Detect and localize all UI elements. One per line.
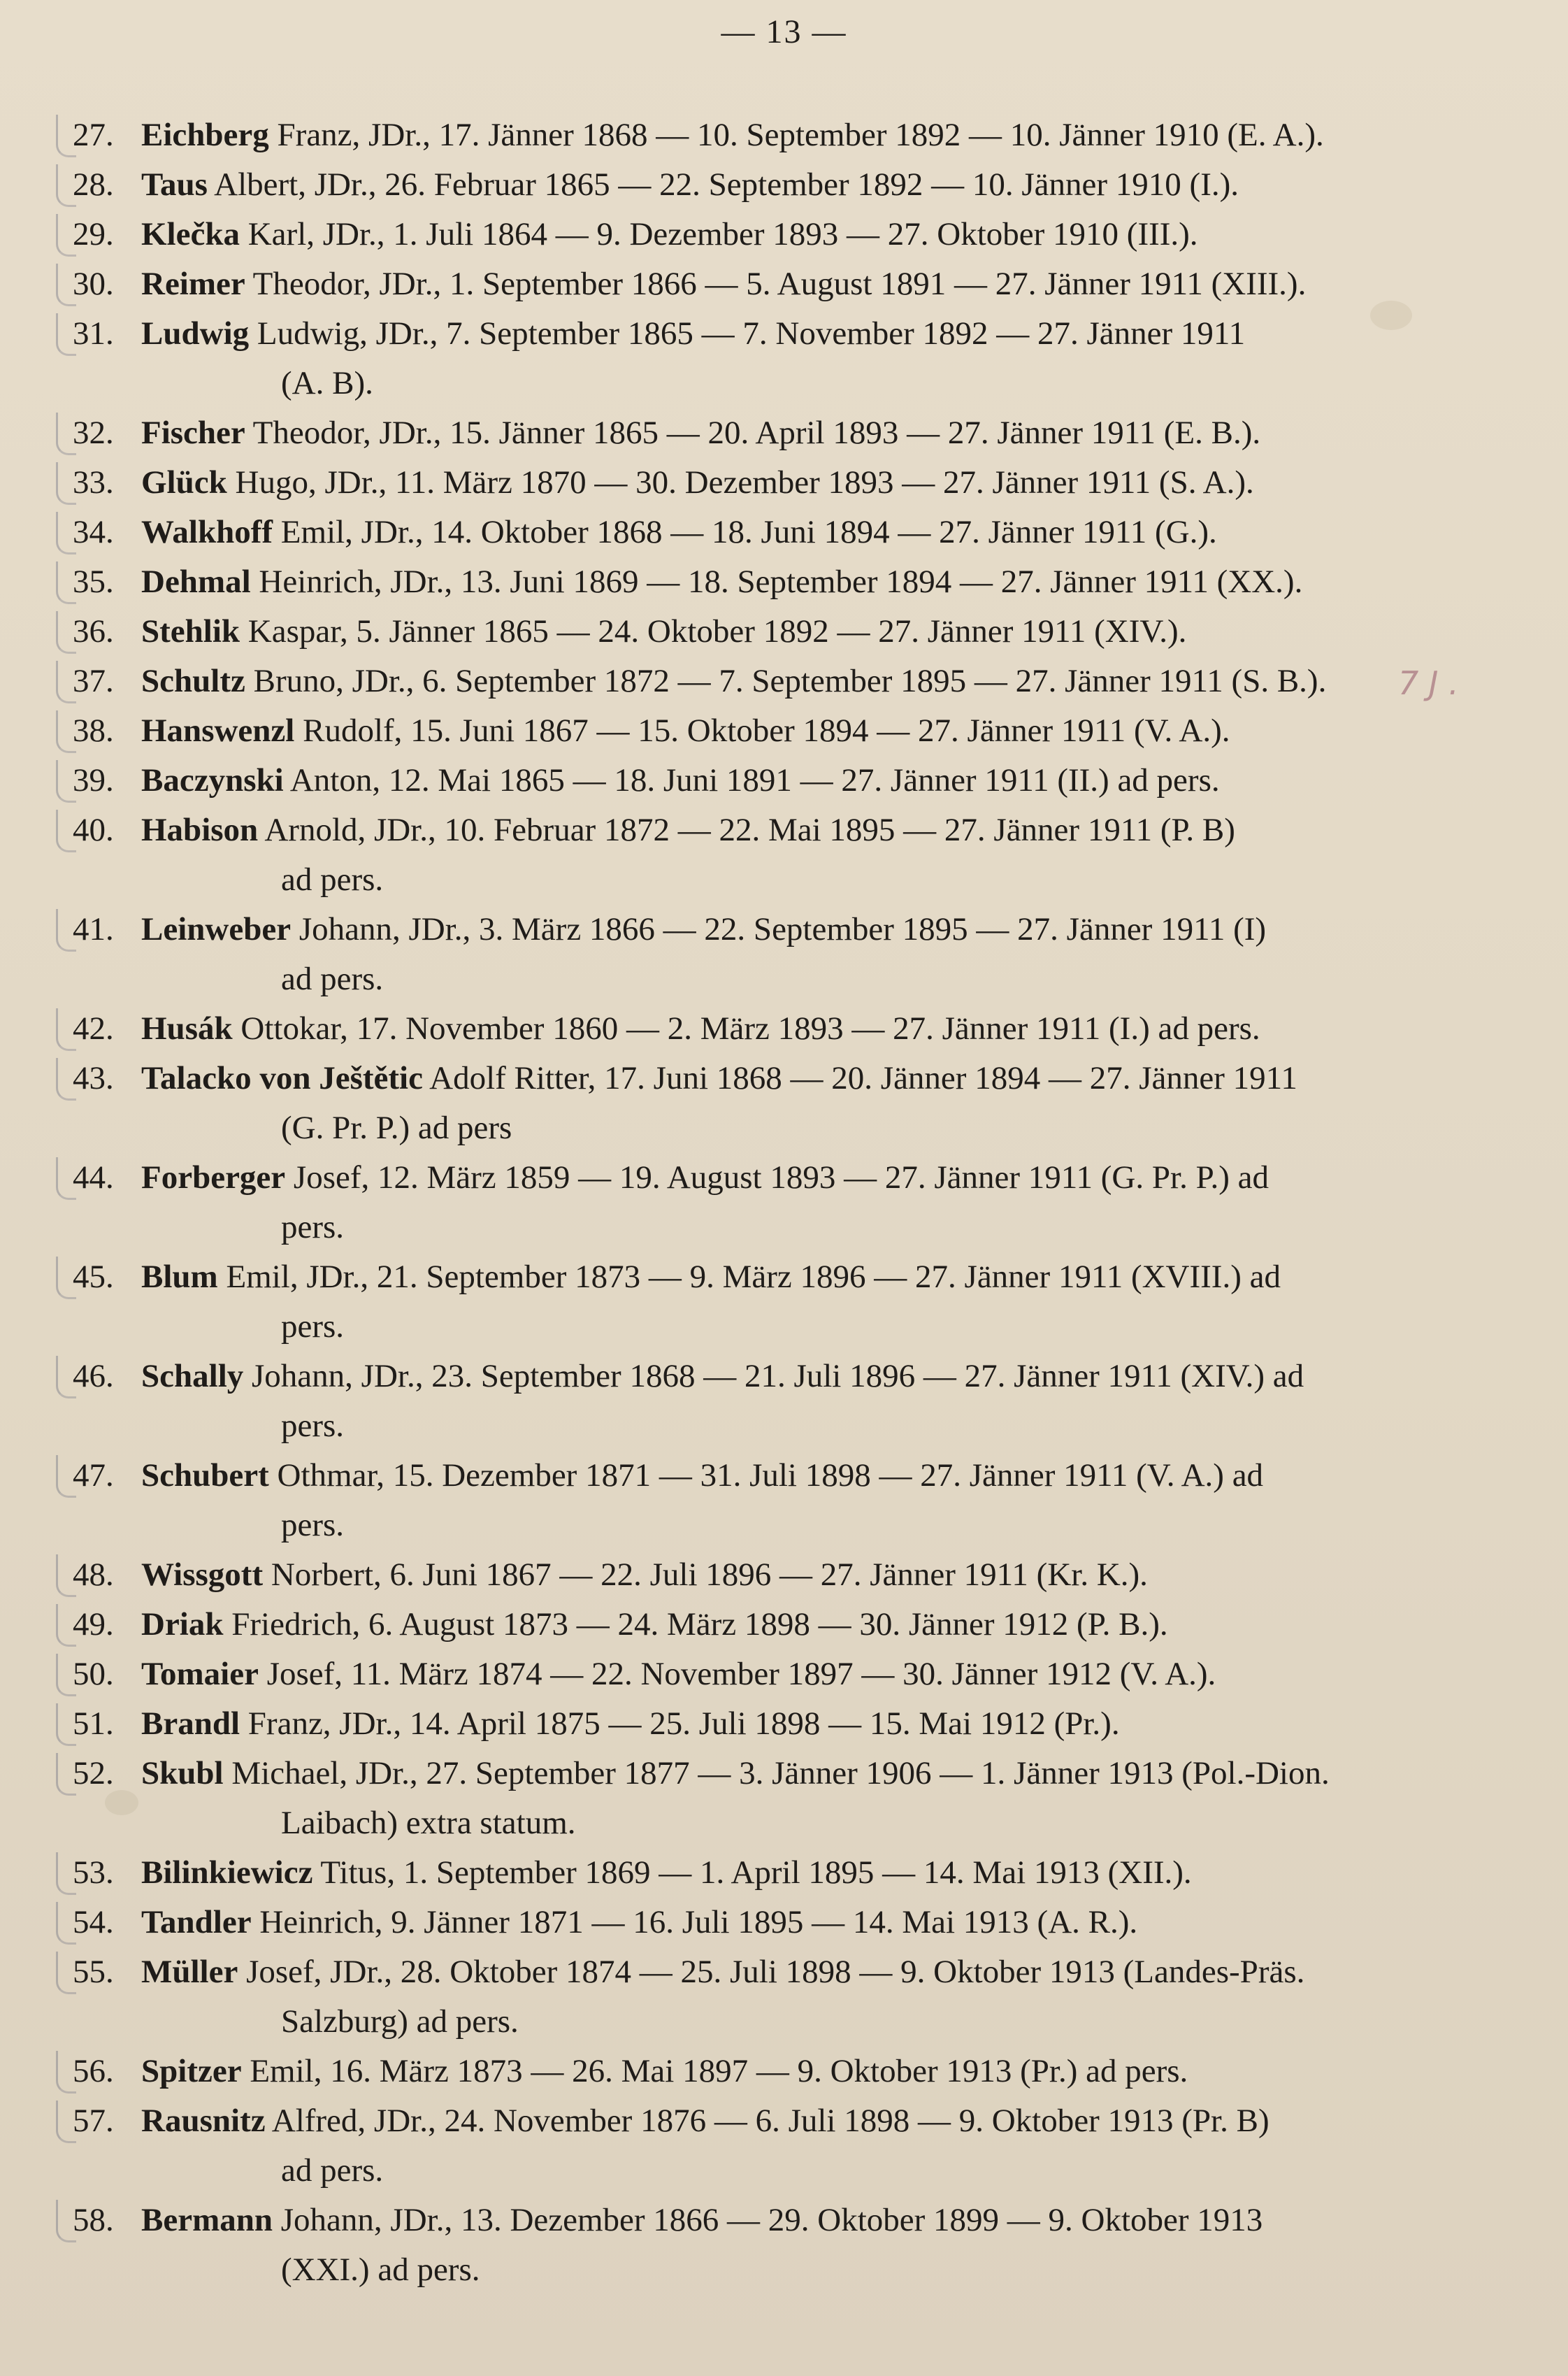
- entry-number: 58.: [73, 2202, 114, 2238]
- entry-continuation: pers.: [281, 1209, 345, 1245]
- entry-details: Josef, 12. März 1859 — 19. August 1893 — 27. Jänner 1911 (G. Pr. P.) ad: [285, 1159, 1269, 1196]
- entry-details: Friedrich, 6. August 1873 — 24. März 1898 — 30. Jänner 1912 (P. B.).: [223, 1606, 1168, 1643]
- person-surname: Blum: [141, 1259, 218, 1295]
- entry-continuation: (XXI.) ad pers.: [281, 2252, 480, 2288]
- entry-number: 53.: [73, 1854, 114, 1891]
- entry-row: [63, 1600, 1475, 1649]
- entry-row: [63, 1947, 1475, 2047]
- pencil-margin-mark: [56, 413, 76, 455]
- entry-row: [63, 557, 1475, 607]
- entry-row: [63, 1451, 1475, 1550]
- person-surname: Wissgott: [141, 1556, 264, 1593]
- entry-row: [63, 110, 1475, 160]
- entry-continuation: pers.: [281, 1507, 345, 1543]
- entry-text: [141, 905, 1475, 1004]
- pencil-margin-mark: [56, 1654, 76, 1696]
- person-surname: Tomaier: [141, 1656, 259, 1692]
- entry-details: Titus, 1. September 1869 — 1. April 1895 — 14. Mai 1913 (XII.).: [312, 1854, 1192, 1891]
- person-surname: Spitzer: [141, 2053, 242, 2089]
- entry-details: Johann, JDr., 23. September 1868 — 21. Juli 1896 — 27. Jänner 1911 (XIV.) ad: [243, 1358, 1304, 1394]
- entry-row: [63, 1749, 1475, 1848]
- entry-number: 54.: [73, 1904, 114, 1940]
- person-surname: Forberger: [141, 1159, 286, 1196]
- person-surname: Husák: [141, 1010, 233, 1047]
- entry-row: [63, 1699, 1475, 1749]
- entry-row: [63, 1550, 1475, 1600]
- pencil-margin-mark: [56, 1356, 76, 1398]
- pencil-margin-mark: [56, 512, 76, 554]
- person-surname: Walkhoff: [141, 514, 273, 550]
- entry-number: 34.: [73, 514, 114, 550]
- entry-continuation: ad pers.: [281, 861, 384, 898]
- entry-details: Johann, JDr., 13. Dezember 1866 — 29. Oktober 1899 — 9. Oktober 1913: [273, 2202, 1263, 2238]
- pencil-margin-mark: [56, 264, 76, 306]
- entry-details: Heinrich, JDr., 13. Juni 1869 — 18. September 1894 — 27. Jänner 1911 (XX.).: [250, 564, 1303, 600]
- entry-text: [141, 210, 1475, 259]
- margin-handwritten-note: 7 J .: [1398, 664, 1459, 702]
- entry-row: [63, 1352, 1475, 1451]
- entry-details: Josef, JDr., 28. Oktober 1874 — 25. Juli 1898 — 9. Oktober 1913 (Landes-Präs.: [238, 1954, 1305, 1990]
- entry-text: [141, 706, 1475, 756]
- entry-details: Josef, 11. März 1874 — 22. November 1897 — 30. Jänner 1912 (V. A.).: [258, 1656, 1216, 1692]
- pencil-margin-mark: [56, 1753, 76, 1796]
- entry-details: Norbert, 6. Juni 1867 — 22. Juli 1896 — 27. Jänner 1911 (Kr. K.).: [263, 1556, 1148, 1593]
- entry-details: Arnold, JDr., 10. Februar 1872 — 22. Mai 1895 — 27. Jänner 1911 (P. B): [258, 812, 1235, 848]
- pencil-margin-mark: [56, 1157, 76, 1200]
- pencil-margin-mark: [56, 710, 76, 753]
- person-surname: Talacko von Ještětic: [141, 1060, 423, 1096]
- entry-row: [63, 2096, 1475, 2196]
- pencil-margin-mark: [56, 2051, 76, 2094]
- entry-details: Franz, JDr., 14. April 1875 — 25. Juli 1898 — 15. Mai 1912 (Pr.).: [240, 1705, 1120, 1742]
- person-surname: Schubert: [141, 1457, 269, 1494]
- person-surname: Klečka: [141, 216, 240, 252]
- pencil-margin-mark: [56, 760, 76, 803]
- entry-text: [141, 657, 1475, 706]
- pencil-margin-mark: [56, 1257, 76, 1299]
- person-surname: Stehlik: [141, 613, 240, 650]
- person-surname: Habison: [141, 812, 259, 848]
- entry-list: [63, 110, 1475, 2295]
- entry-number: 56.: [73, 2053, 114, 2089]
- entry-number: 31.: [73, 315, 114, 352]
- entry-details: Albert, JDr., 26. Februar 1865 — 22. September 1892 — 10. Jänner 1910 (I.).: [207, 166, 1239, 203]
- entry-text: [141, 756, 1475, 806]
- pencil-margin-mark: [56, 2101, 76, 2143]
- entry-details: Johann, JDr., 3. März 1866 — 22. September 1895 — 27. Jänner 1911 (I): [291, 911, 1267, 947]
- entry-row: [63, 1004, 1475, 1054]
- page-number: — 13 —: [721, 13, 847, 50]
- pencil-margin-mark: [56, 1008, 76, 1051]
- entry-text: [141, 1649, 1475, 1699]
- person-surname: Eichberg: [141, 117, 269, 153]
- entry-details: Hugo, JDr., 11. März 1870 — 30. Dezember 1893 — 27. Jänner 1911 (S. A.).: [226, 464, 1254, 501]
- entry-row: [63, 1252, 1475, 1352]
- pencil-margin-mark: [56, 1604, 76, 1647]
- person-surname: Ludwig: [141, 315, 250, 352]
- entry-text: [141, 1550, 1475, 1600]
- entry-row: [63, 1898, 1475, 1947]
- pencil-margin-mark: [56, 1952, 76, 1994]
- entry-number: 33.: [73, 464, 114, 501]
- entry-text: [141, 1054, 1475, 1153]
- entry-number: 57.: [73, 2103, 114, 2139]
- entry-text: [141, 806, 1475, 905]
- entry-text: [141, 1600, 1475, 1649]
- entry-row: [63, 607, 1475, 657]
- entry-number: 52.: [73, 1755, 114, 1791]
- person-surname: Tandler: [141, 1904, 252, 1940]
- pencil-margin-mark: [56, 561, 76, 604]
- entry-text: [141, 1699, 1475, 1749]
- entry-text: [141, 607, 1475, 657]
- entry-row: [63, 706, 1475, 756]
- entry-text: [141, 1153, 1475, 1252]
- person-surname: Rausnitz: [141, 2103, 266, 2139]
- entry-text: [141, 259, 1475, 309]
- person-surname: Leinweber: [141, 911, 292, 947]
- entry-text: [141, 309, 1475, 408]
- entry-details: Heinrich, 9. Jänner 1871 — 16. Juli 1895 — 14. Mai 1913 (A. R.).: [251, 1904, 1138, 1940]
- person-surname: Brandl: [141, 1705, 240, 1742]
- entry-number: 37.: [73, 663, 114, 699]
- entry-text: [141, 1848, 1475, 1898]
- entry-text: [141, 2096, 1475, 2196]
- entry-number: 40.: [73, 812, 114, 848]
- entry-row: [63, 1054, 1475, 1153]
- entry-continuation: Salzburg) ad pers.: [281, 2003, 519, 2040]
- entry-number: 39.: [73, 762, 114, 799]
- entry-row: [63, 806, 1475, 905]
- entry-number: 47.: [73, 1457, 114, 1494]
- entry-details: Franz, JDr., 17. Jänner 1868 — 10. September 1892 — 10. Jänner 1910 (E. A.).: [268, 117, 1324, 153]
- entry-number: 46.: [73, 1358, 114, 1394]
- entry-number: 28.: [73, 166, 114, 203]
- entry-details: Adolf Ritter, 17. Juni 1868 — 20. Jänner 1894 — 27. Jänner 1911: [422, 1060, 1297, 1096]
- entry-number: 51.: [73, 1705, 114, 1742]
- entry-row: [63, 905, 1475, 1004]
- entry-row: [63, 160, 1475, 210]
- entry-continuation: (A. B).: [281, 365, 373, 401]
- entry-continuation: pers.: [281, 1408, 345, 1444]
- pencil-margin-mark: [56, 1703, 76, 1746]
- person-surname: Glück: [141, 464, 227, 501]
- person-surname: Dehmal: [141, 564, 251, 600]
- pencil-margin-mark: [56, 1554, 76, 1597]
- entry-details: Ludwig, JDr., 7. September 1865 — 7. November 1892 — 27. Jänner 1911: [249, 315, 1246, 352]
- pencil-margin-mark: [56, 1455, 76, 1498]
- entry-details: Emil, JDr., 21. September 1873 — 9. März 1896 — 27. Jänner 1911 (XVIII.) ad: [217, 1259, 1281, 1295]
- entry-continuation: pers.: [281, 1308, 345, 1345]
- pencil-margin-mark: [56, 1852, 76, 1895]
- pencil-margin-mark: [56, 214, 76, 257]
- entry-details: Kaspar, 5. Jänner 1865 — 24. Oktober 1892 — 27. Jänner 1911 (XIV.).: [240, 613, 1187, 650]
- entry-number: 36.: [73, 613, 114, 650]
- entry-row: [63, 309, 1475, 408]
- pencil-margin-mark: [56, 2200, 76, 2242]
- person-surname: Baczynski: [141, 762, 284, 799]
- entry-text: [141, 1004, 1475, 1054]
- person-surname: Reimer: [141, 266, 245, 302]
- entry-text: [141, 1898, 1475, 1947]
- entry-details: Bruno, JDr., 6. September 1872 — 7. September 1895 — 27. Jänner 1911 (S. B.).: [245, 663, 1327, 699]
- entry-number: 43.: [73, 1060, 114, 1096]
- entry-number: 30.: [73, 266, 114, 302]
- entry-number: 32.: [73, 415, 114, 451]
- entry-text: [141, 408, 1475, 458]
- entry-details: Emil, 16. März 1873 — 26. Mai 1897 — 9. Oktober 1913 (Pr.) ad pers.: [241, 2053, 1188, 2089]
- entry-continuation: ad pers.: [281, 961, 384, 997]
- entry-text: [141, 110, 1475, 160]
- entry-text: [141, 160, 1475, 210]
- pencil-margin-mark: [56, 661, 76, 703]
- entry-details: Rudolf, 15. Juni 1867 — 15. Oktober 1894 — 27. Jänner 1911 (V. A.).: [294, 713, 1230, 749]
- entry-number: 29.: [73, 216, 114, 252]
- entry-row: [63, 756, 1475, 806]
- entry-number: 48.: [73, 1556, 114, 1593]
- entry-row: [63, 508, 1475, 557]
- entry-continuation: (G. Pr. P.) ad pers: [281, 1110, 512, 1146]
- pencil-margin-mark: [56, 611, 76, 654]
- entry-details: Theodor, JDr., 15. Jänner 1865 — 20. April 1893 — 27. Jänner 1911 (E. B.).: [245, 415, 1261, 451]
- entry-continuation: Laibach) extra statum.: [281, 1805, 576, 1841]
- person-surname: Taus: [141, 166, 208, 203]
- entry-number: 50.: [73, 1656, 114, 1692]
- entry-number: 41.: [73, 911, 114, 947]
- entry-details: Theodor, JDr., 1. September 1866 — 5. August 1891 — 27. Jänner 1911 (XIII.).: [245, 266, 1307, 302]
- pencil-margin-mark: [56, 115, 76, 157]
- person-surname: Schally: [141, 1358, 244, 1394]
- entry-row: [63, 657, 1475, 706]
- entry-text: [141, 2196, 1475, 2295]
- entry-text: [141, 1451, 1475, 1550]
- entry-details: Othmar, 15. Dezember 1871 — 31. Juli 1898 — 27. Jänner 1911 (V. A.) ad: [268, 1457, 1264, 1494]
- pencil-margin-mark: [56, 1058, 76, 1101]
- entry-text: [141, 1749, 1475, 1848]
- entry-row: [63, 1153, 1475, 1252]
- person-surname: Bermann: [141, 2202, 273, 2238]
- entry-number: 42.: [73, 1010, 114, 1047]
- entry-text: [141, 1252, 1475, 1352]
- entry-text: [141, 1352, 1475, 1451]
- entry-number: 27.: [73, 117, 114, 153]
- person-surname: Fischer: [141, 415, 245, 451]
- entry-text: [141, 458, 1475, 508]
- person-surname: Müller: [141, 1954, 238, 1990]
- entry-number: 55.: [73, 1954, 114, 1990]
- entry-text: [141, 508, 1475, 557]
- person-surname: Driak: [141, 1606, 224, 1643]
- entry-text: [141, 1947, 1475, 2047]
- person-surname: Hanswenzl: [141, 713, 295, 749]
- entry-details: Anton, 12. Mai 1865 — 18. Juni 1891 — 27. Jänner 1911 (II.) ad pers.: [283, 762, 1220, 799]
- entry-text: [141, 2047, 1475, 2096]
- entry-number: 35.: [73, 564, 114, 600]
- pencil-margin-mark: [56, 909, 76, 952]
- entry-row: [63, 210, 1475, 259]
- entry-number: 45.: [73, 1259, 114, 1295]
- pencil-margin-mark: [56, 1902, 76, 1945]
- entry-number: 44.: [73, 1159, 114, 1196]
- entry-continuation: ad pers.: [281, 2152, 384, 2189]
- entry-row: [63, 1848, 1475, 1898]
- person-surname: Bilinkiewicz: [141, 1854, 313, 1891]
- entry-details: Michael, JDr., 27. September 1877 — 3. Jänner 1906 — 1. Jänner 1913 (Pol.-Dion.: [223, 1755, 1330, 1791]
- pencil-margin-mark: [56, 462, 76, 505]
- entry-text: [141, 557, 1475, 607]
- person-surname: Skubl: [141, 1755, 224, 1791]
- entry-details: Emil, JDr., 14. Oktober 1868 — 18. Juni 1894 — 27. Jänner 1911 (G.).: [273, 514, 1217, 550]
- pencil-margin-mark: [56, 164, 76, 207]
- entry-number: 38.: [73, 713, 114, 749]
- entry-row: [63, 2047, 1475, 2096]
- entry-details: Karl, JDr., 1. Juli 1864 — 9. Dezember 1893 — 27. Oktober 1910 (III.).: [239, 216, 1198, 252]
- entry-details: Alfred, JDr., 24. November 1876 — 6. Juli 1898 — 9. Oktober 1913 (Pr. B): [265, 2103, 1269, 2139]
- entry-number: 49.: [73, 1606, 114, 1643]
- pencil-margin-mark: [56, 810, 76, 852]
- entry-row: [63, 408, 1475, 458]
- entry-row: [63, 259, 1475, 309]
- entry-row: [63, 1649, 1475, 1699]
- entry-row: [63, 458, 1475, 508]
- entry-details: Ottokar, 17. November 1860 — 2. März 1893 — 27. Jänner 1911 (I.) ad pers.: [232, 1010, 1260, 1047]
- person-surname: Schultz: [141, 663, 245, 699]
- entry-row: [63, 2196, 1475, 2295]
- pencil-margin-mark: [56, 313, 76, 356]
